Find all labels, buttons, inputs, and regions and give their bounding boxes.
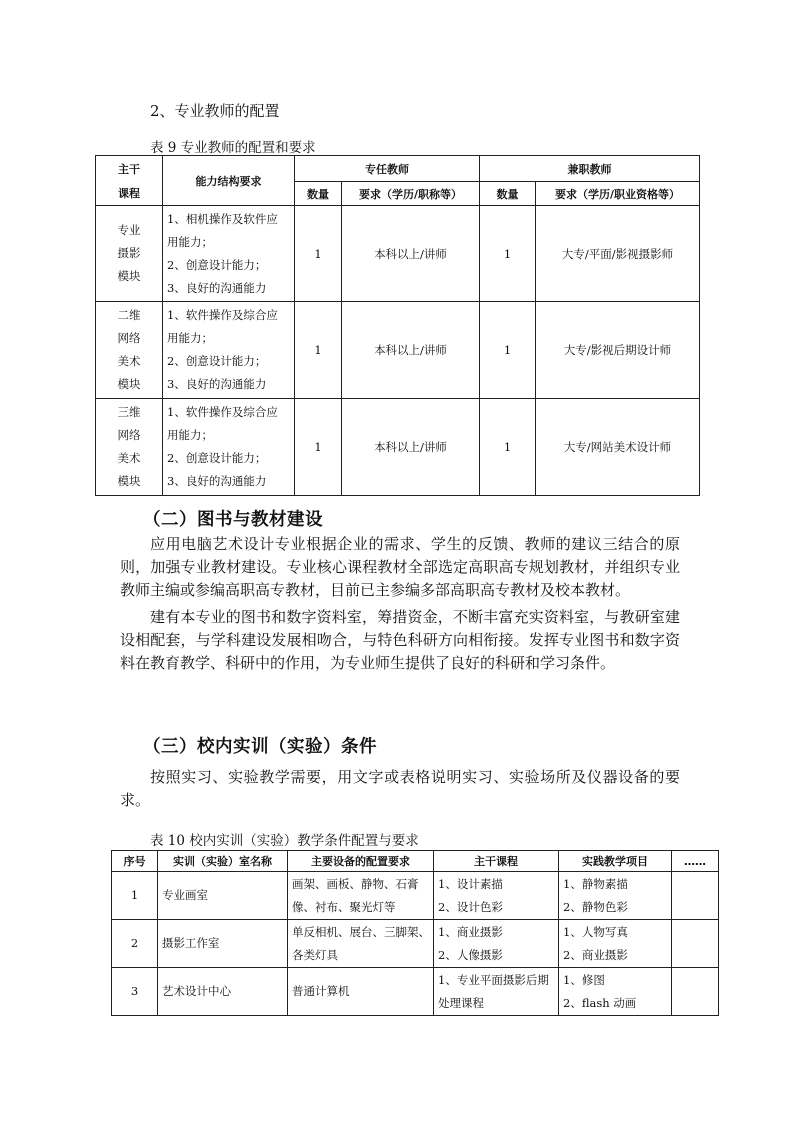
ft-req-cell: 本科以上/讲师: [342, 302, 480, 399]
table-header-row: [112, 851, 719, 872]
course-cell: 1、商业摄影 2、人像摄影: [434, 920, 559, 968]
table-row: [96, 302, 700, 399]
books-paragraph-1: 应用电脑艺术设计专业根据企业的需求、学生的反馈、教师的建议三结合的原则，加强专业教材建设。专业核心课程教材全部选定高职高专规划教材，并组织专业教师主编或参编高职高专教材，目前已主参编多部高职高专教材及校本教材。: [120, 535, 680, 599]
table10-caption: 表 10 校内实训（实验）教学条件配置与要求: [150, 833, 419, 849]
table9-caption: 表 9 专业教师的配置和要求: [150, 140, 316, 156]
equipment-cell: 普通计算机: [288, 968, 434, 1016]
table-teacher-config: [95, 155, 700, 496]
room-cell: 摄影工作室: [158, 920, 288, 968]
project-cell: 1、修图 2、flash 动画: [559, 968, 672, 1016]
pt-count-cell: 1: [480, 399, 536, 496]
header-ability: 能力结构要求: [163, 156, 295, 206]
ability-cell: 1、软件操作及综合应 用能力； 2、创意设计能力； 3、良好的沟通能力: [163, 399, 295, 496]
no-cell: 3: [112, 968, 158, 1016]
more-cell: [672, 920, 719, 968]
section-heading-training: （三）校内实训（实验）条件: [143, 737, 377, 757]
header-room: 实训（实验）室名称: [158, 851, 288, 872]
header-pt-count: 数量: [480, 182, 536, 206]
training-text: [120, 766, 680, 812]
header-more: ……: [672, 851, 719, 872]
more-cell: [672, 872, 719, 920]
equipment-cell: 画架、画板、静物、石膏 像、衬布、聚光灯等: [288, 872, 434, 920]
pt-req-cell: 大专/网站美术设计师: [536, 399, 700, 496]
ft-count-cell: 1: [295, 302, 342, 399]
ft-count-cell: 1: [295, 399, 342, 496]
table-row: [112, 968, 719, 1016]
project-cell: 1、人物写真 2、商业摄影: [559, 920, 672, 968]
table-training-config: [111, 850, 719, 1016]
pt-req-cell: 大专/影视后期设计师: [536, 302, 700, 399]
header-ft-req: 要求（学历/职称等）: [342, 182, 480, 206]
pt-count-cell: 1: [480, 302, 536, 399]
pt-req-cell: 大专/平面/影视摄影师: [536, 206, 700, 302]
ability-cell: 1、软件操作及综合应 用能力； 2、创意设计能力； 3、良好的沟通能力: [163, 302, 295, 399]
header-course: 主干 课程: [96, 156, 163, 206]
course-cell: 1、设计素描 2、设计色彩: [434, 872, 559, 920]
header-parttime: 兼职教师: [480, 156, 700, 182]
table-row: [96, 399, 700, 496]
ft-req-cell: 本科以上/讲师: [342, 206, 480, 302]
header-equipment: 主要设备的配置要求: [288, 851, 434, 872]
table-row: [112, 872, 719, 920]
equipment-cell: 单反相机、展台、三脚架、 各类灯具: [288, 920, 434, 968]
table-row: [112, 920, 719, 968]
no-cell: 1: [112, 872, 158, 920]
ability-cell: 1、相机操作及软件应 用能力； 2、创意设计能力； 3、良好的沟通能力: [163, 206, 295, 302]
header-no: 序号: [112, 851, 158, 872]
module-cell: 三维 网络 美术 模块: [96, 399, 163, 496]
room-cell: 专业画室: [158, 872, 288, 920]
no-cell: 2: [112, 920, 158, 968]
books-paragraph-2: 建有本专业的图书和数字资料室，筹措资金，不断丰富充实资料室，与教研室建设相配套，与学科建设发展相吻合，与特色科研方向相衔接。发挥专业图书和数字资料在教育教学、科研中的作用，为专业师生提供了良好的科研和学习条件。: [120, 608, 680, 672]
header-pt-req: 要求（学历/职业资格等）: [536, 182, 700, 206]
section-heading-teachers: 2、专业教师的配置: [150, 102, 280, 120]
training-paragraph-1: 按照实习、实验教学需要，用文字或表格说明实习、实验场所及仪器设备的要求。: [120, 768, 680, 809]
project-cell: 1、静物素描 2、静物色彩: [559, 872, 672, 920]
table-row: [96, 206, 700, 302]
room-cell: 艺术设计中心: [158, 968, 288, 1016]
more-cell: [672, 968, 719, 1016]
books-text: [120, 533, 680, 675]
module-cell: 专业 摄影 模块: [96, 206, 163, 302]
header-ft-count: 数量: [295, 182, 342, 206]
section-heading-books: （二）图书与教材建设: [143, 510, 323, 530]
header-fulltime: 专任教师: [295, 156, 480, 182]
module-cell: 二维 网络 美术 模块: [96, 302, 163, 399]
ft-req-cell: 本科以上/讲师: [342, 399, 480, 496]
course-cell: 1、专业平面摄影后期 处理课程: [434, 968, 559, 1016]
header-project: 实践教学项目: [559, 851, 672, 872]
header-course: 主干课程: [434, 851, 559, 872]
pt-count-cell: 1: [480, 206, 536, 302]
ft-count-cell: 1: [295, 206, 342, 302]
